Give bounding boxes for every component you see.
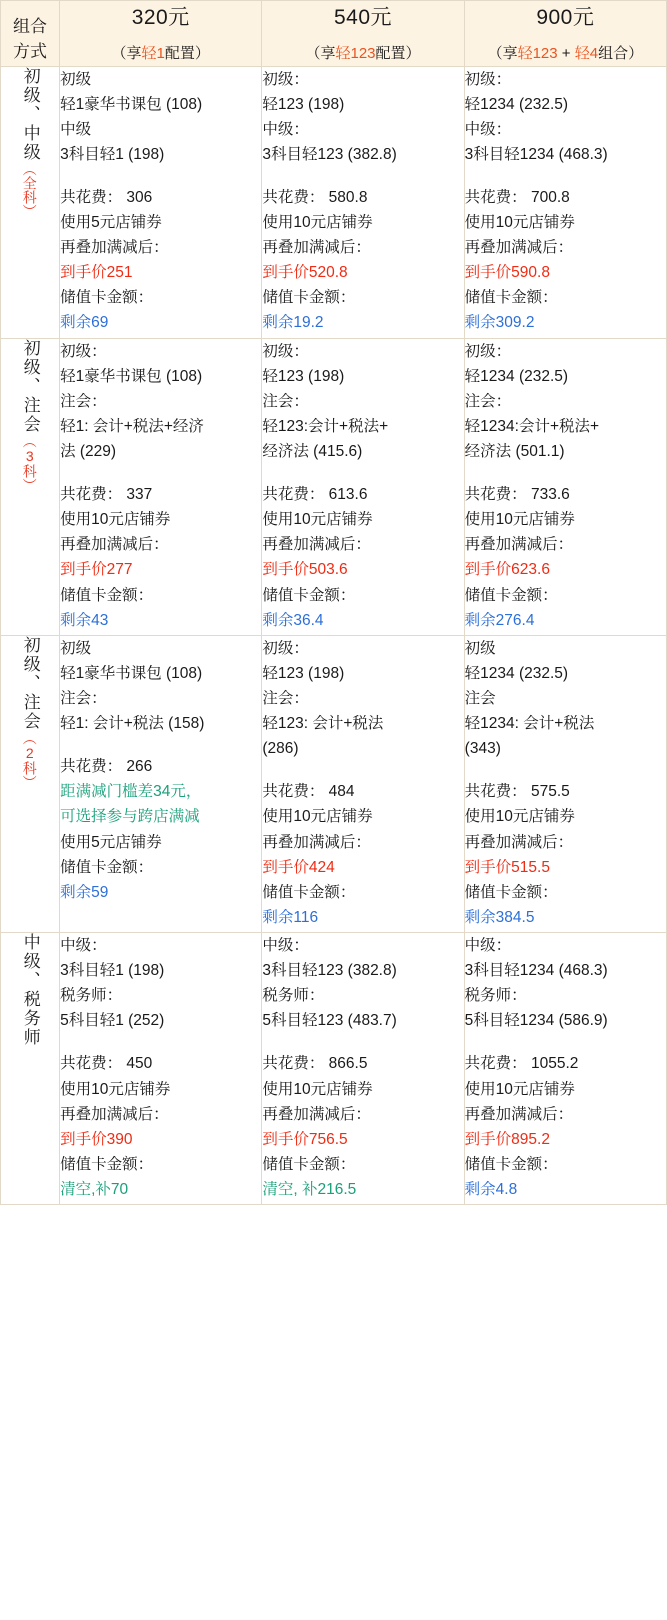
cell-line: 共花费： 450 xyxy=(60,1055,153,1073)
cell-block xyxy=(60,339,261,465)
cell-line: 储值卡金额： xyxy=(60,289,154,307)
corner-line-2: 方式 xyxy=(13,41,48,61)
cell-line: 使用10元店铺券 xyxy=(262,214,373,232)
cell-line: 中级 xyxy=(60,120,92,138)
cell-block xyxy=(465,482,666,633)
cell-line: 中级： xyxy=(262,120,309,138)
cell-line: 再叠加满减后： xyxy=(60,239,169,257)
cell-line: 轻123 (198) xyxy=(262,367,345,385)
cell-spacer xyxy=(60,738,261,754)
cell-line: 储值卡金额： xyxy=(60,586,154,604)
cell-line: 共花费： 575.5 xyxy=(464,783,570,801)
plan-3-sub-mid: + xyxy=(557,45,575,62)
cell-line: 再叠加满减后： xyxy=(60,1105,169,1123)
cell-line: 税务师： xyxy=(464,987,527,1005)
row-label-2 xyxy=(1,635,60,932)
cell-line: 3科目轻123 (382.8) xyxy=(262,962,397,980)
cell-line: 使用10元店铺券 xyxy=(464,808,575,826)
cell-line: 轻1: 会计+税法 (158) xyxy=(60,715,205,733)
cell-line: 剩余59 xyxy=(60,883,109,901)
cell-line: 再叠加满减后： xyxy=(262,1105,371,1123)
header-corner-label xyxy=(1,1,60,67)
cell-line: 轻1: 会计+税法+经济 xyxy=(60,417,204,435)
cell-line: 清空,补70 xyxy=(60,1180,129,1198)
plan-3-sub-pre: （享 xyxy=(487,45,518,62)
cell-line: 到手价503.6 xyxy=(262,561,348,579)
cell-line: 共花费： 1055.2 xyxy=(464,1055,579,1073)
cell-line: 共花费： 306 xyxy=(60,188,153,206)
cell-line: 税务师： xyxy=(262,987,325,1005)
cell-spacer xyxy=(262,763,463,779)
cell-line: 使用10元店铺券 xyxy=(60,511,171,529)
header-plan-1 xyxy=(60,1,262,67)
plan-1-subtitle xyxy=(60,43,261,66)
cell-line: 共花费： 266 xyxy=(60,758,153,776)
cell-line: 共花费： 484 xyxy=(262,783,355,801)
cell-spacer xyxy=(465,1035,666,1051)
cell-line: 轻1234 (232.5) xyxy=(464,664,569,682)
cell-line: 5科目轻1234 (586.9) xyxy=(464,1012,608,1030)
plan-3-price: 900元 xyxy=(536,6,595,29)
cell-spacer xyxy=(60,169,261,185)
cell-line: 轻1234 (232.5) xyxy=(464,367,569,385)
cell-spacer xyxy=(262,1035,463,1051)
cell-line: 距满减门槛差34元， xyxy=(60,783,202,801)
cell-line: 再叠加满减后： xyxy=(464,833,574,851)
cell-line: 到手价251 xyxy=(60,264,133,282)
cell-r1-c0 xyxy=(60,338,262,635)
cell-r0-c1 xyxy=(262,66,464,338)
cell-line: 再叠加满减后： xyxy=(464,536,574,554)
plan-3-sub-highlight: 轻123 xyxy=(517,45,558,62)
cell-line: (343) xyxy=(464,740,501,758)
cell-line: 注会： xyxy=(262,690,309,708)
cell-line: 储值卡金额： xyxy=(262,883,356,901)
cell-line: 到手价623.6 xyxy=(464,561,550,579)
cell-line: 法 (229) xyxy=(60,443,117,461)
cell-line: 使用5元店铺券 xyxy=(60,833,162,851)
cell-line: 经济法 (415.6) xyxy=(262,443,363,461)
row-label-subtext: （3科） xyxy=(21,433,38,492)
cell-line: 到手价390 xyxy=(60,1130,133,1148)
cell-line: 使用10元店铺券 xyxy=(464,1080,575,1098)
cell-block xyxy=(262,339,463,465)
cell-spacer xyxy=(465,169,666,185)
cell-line: 共花费： 866.5 xyxy=(262,1055,368,1073)
cell-block xyxy=(60,636,261,736)
cell-line: 储值卡金额： xyxy=(464,586,558,604)
cell-line: 中级： xyxy=(262,937,309,954)
cell-line: 轻1豪华书课包 (108) xyxy=(60,664,203,682)
cell-line: 初级 xyxy=(464,639,496,657)
cell-line: 经济法 (501.1) xyxy=(464,443,565,461)
cell-line: 使用10元店铺券 xyxy=(262,808,373,826)
cell-line: 共花费： 700.8 xyxy=(464,188,570,206)
cell-r3-c1 xyxy=(262,933,464,1205)
cell-line: 轻1234: 会计+税法 xyxy=(464,715,595,733)
cell-line: 再叠加满减后： xyxy=(262,536,371,554)
header-row xyxy=(1,1,667,67)
plan-1-sub-pre: （享 xyxy=(111,45,142,62)
cell-r0-c2 xyxy=(464,66,666,338)
cell-block xyxy=(60,933,261,1033)
plan-1-sub-post: 配置） xyxy=(164,45,210,62)
table-header xyxy=(1,1,667,67)
cell-line: 税务师： xyxy=(60,987,123,1005)
cell-line: (286) xyxy=(262,740,299,758)
plan-3-sub-highlight-2: 轻4 xyxy=(574,45,599,62)
cell-line: 储值卡金额： xyxy=(464,1155,558,1173)
cell-line: 储值卡金额： xyxy=(60,1155,154,1173)
cell-line: 剩余19.2 xyxy=(262,314,324,332)
header-plan-2 xyxy=(262,1,464,67)
cell-line: 使用10元店铺券 xyxy=(60,1080,171,1098)
cell-line: 剩余43 xyxy=(60,611,109,629)
cell-line: 使用10元店铺券 xyxy=(464,214,575,232)
cell-line: 储值卡金额： xyxy=(262,1155,356,1173)
cell-r2-c2 xyxy=(464,635,666,932)
cell-block xyxy=(465,339,666,465)
cell-line: 轻1234 (232.5) xyxy=(464,95,569,113)
cell-r3-c2 xyxy=(464,933,666,1205)
cell-line: 储值卡金额： xyxy=(60,858,154,876)
cell-r1-c1 xyxy=(262,338,464,635)
cell-line: 轻123:会计+税法+ xyxy=(262,417,389,435)
cell-line: 剩余116 xyxy=(262,908,319,926)
cell-block xyxy=(262,482,463,633)
cell-block xyxy=(60,67,261,167)
cell-line: 注会： xyxy=(60,690,107,708)
cell-line: 轻1234:会计+税法+ xyxy=(464,417,600,435)
cell-line: 到手价424 xyxy=(262,858,335,876)
cell-line: 到手价520.8 xyxy=(262,264,348,282)
cell-line: 初级： xyxy=(262,342,309,360)
cell-line: 到手价756.5 xyxy=(262,1130,348,1148)
row-label-text: 初级、注会（3科） xyxy=(20,338,40,492)
plan-3-sub-post: 组合） xyxy=(598,45,644,62)
cell-block xyxy=(262,933,463,1033)
cell-line: 3科目轻1 (198) xyxy=(60,962,165,980)
cell-spacer xyxy=(262,466,463,482)
cell-line: 剩余4.8 xyxy=(464,1180,518,1198)
cell-line: 使用10元店铺券 xyxy=(262,1080,373,1098)
cell-r1-c2 xyxy=(464,338,666,635)
cell-line: 初级： xyxy=(60,342,107,360)
cell-line: 3科目轻1234 (468.3) xyxy=(464,962,608,980)
row-label-3 xyxy=(1,933,60,1205)
cell-line: 5科目轻1 (252) xyxy=(60,1012,165,1030)
cell-line: 储值卡金额： xyxy=(262,586,356,604)
table-row xyxy=(1,66,667,338)
cell-line: 再叠加满减后： xyxy=(464,1105,574,1123)
plan-1-sub-highlight: 轻1 xyxy=(141,45,165,62)
cell-line: 轻1豪华书课包 (108) xyxy=(60,367,203,385)
plan-3-subtitle xyxy=(465,43,666,66)
cell-line: 剩余309.2 xyxy=(464,314,535,332)
cell-block xyxy=(465,636,666,762)
cell-line: 储值卡金额： xyxy=(464,883,558,901)
cell-line: 初级： xyxy=(464,70,512,88)
cell-block xyxy=(465,779,666,930)
cell-line: 再叠加满减后： xyxy=(262,833,371,851)
cell-line: 使用10元店铺券 xyxy=(464,511,575,529)
cell-block xyxy=(262,67,463,167)
cell-r2-c0 xyxy=(60,635,262,932)
row-label-1 xyxy=(1,338,60,635)
cell-line: 共花费： 337 xyxy=(60,486,153,504)
cell-block xyxy=(60,1051,261,1202)
cell-line: 再叠加满减后： xyxy=(60,536,169,554)
cell-line: 中级： xyxy=(464,937,512,954)
cell-line: 轻123: 会计+税法 xyxy=(262,715,384,733)
table-body xyxy=(1,66,667,1205)
cell-block xyxy=(60,482,261,633)
cell-line: 剩余276.4 xyxy=(464,611,535,629)
cell-spacer xyxy=(465,763,666,779)
cell-line: 3科目轻1234 (468.3) xyxy=(464,145,608,163)
cell-spacer xyxy=(465,466,666,482)
cell-line: 使用10元店铺券 xyxy=(262,511,373,529)
cell-line: 使用5元店铺券 xyxy=(60,214,162,232)
cell-line: 初级 xyxy=(60,70,92,88)
plan-1-price: 320元 xyxy=(131,6,190,29)
cell-line: 共花费： 613.6 xyxy=(262,486,368,504)
cell-line: 到手价590.8 xyxy=(464,264,550,282)
cell-block xyxy=(465,933,666,1033)
cell-r3-c0 xyxy=(60,933,262,1205)
cell-line: 清空, 补216.5 xyxy=(262,1180,357,1198)
cell-block xyxy=(262,779,463,930)
cell-block xyxy=(465,185,666,336)
cell-spacer xyxy=(60,466,261,482)
table-row xyxy=(1,635,667,932)
cell-block xyxy=(465,67,666,167)
cell-line: 储值卡金额： xyxy=(262,289,356,307)
header-plan-3 xyxy=(464,1,666,67)
row-label-0 xyxy=(1,66,60,338)
cell-line: 到手价277 xyxy=(60,561,133,579)
plan-2-sub-post: 配置） xyxy=(375,45,421,62)
cell-line: 初级： xyxy=(464,342,512,360)
plan-2-subtitle xyxy=(262,43,463,66)
cell-line: 初级： xyxy=(262,639,309,657)
cell-line: 初级 xyxy=(60,639,92,657)
cell-block xyxy=(465,1051,666,1202)
cell-spacer xyxy=(60,1035,261,1051)
plan-2-price: 540元 xyxy=(334,6,393,29)
cell-r2-c1 xyxy=(262,635,464,932)
cell-line: 注会： xyxy=(262,392,309,410)
corner-line-1: 组合 xyxy=(13,17,48,36)
cell-line: 到手价895.2 xyxy=(464,1130,550,1148)
cell-block xyxy=(60,754,261,905)
cell-line: 轻123 (198) xyxy=(262,95,345,113)
row-label-text: 中级、税务师 xyxy=(20,933,40,1047)
plan-2-sub-highlight: 轻123 xyxy=(335,45,376,62)
cell-spacer xyxy=(262,169,463,185)
cell-line: 注会： xyxy=(464,392,512,410)
cell-line: 注会： xyxy=(60,392,107,410)
cell-line: 剩余36.4 xyxy=(262,611,324,629)
cell-line: 轻1豪华书课包 (108) xyxy=(60,95,203,113)
cell-line: 共花费： 733.6 xyxy=(464,486,570,504)
cell-line: 3科目轻123 (382.8) xyxy=(262,145,397,163)
cell-line: 剩余69 xyxy=(60,314,109,332)
table-row xyxy=(1,933,667,1205)
cell-line: 轻123 (198) xyxy=(262,664,345,682)
cell-r0-c0 xyxy=(60,66,262,338)
row-label-text: 初级、中级（全科） xyxy=(20,66,40,218)
cell-block xyxy=(262,185,463,336)
cell-block xyxy=(262,1051,463,1202)
cell-line: 5科目轻123 (483.7) xyxy=(262,1012,397,1030)
cell-block xyxy=(262,636,463,762)
cell-line: 中级： xyxy=(60,937,107,954)
cell-line: 共花费： 580.8 xyxy=(262,188,368,206)
cell-block xyxy=(60,185,261,336)
cell-line: 注会 xyxy=(464,690,496,708)
cell-line: 初级： xyxy=(262,70,309,88)
cell-line: 再叠加满减后： xyxy=(262,239,371,257)
cell-line: 中级： xyxy=(464,120,512,138)
cell-line: 再叠加满减后： xyxy=(464,239,574,257)
cell-line: 剩余384.5 xyxy=(464,908,535,926)
row-label-subtext: （2科） xyxy=(21,730,38,789)
cell-line: 可选择参与跨店满减 xyxy=(60,808,200,826)
cell-line: 储值卡金额： xyxy=(464,289,558,307)
cell-line: 3科目轻1 (198) xyxy=(60,145,165,163)
row-label-text: 初级、注会（2科） xyxy=(20,635,40,789)
plan-2-sub-pre: （享 xyxy=(305,45,336,62)
table-row xyxy=(1,338,667,635)
cell-line: 到手价515.5 xyxy=(464,858,550,876)
row-label-subtext: （全科） xyxy=(21,161,38,218)
